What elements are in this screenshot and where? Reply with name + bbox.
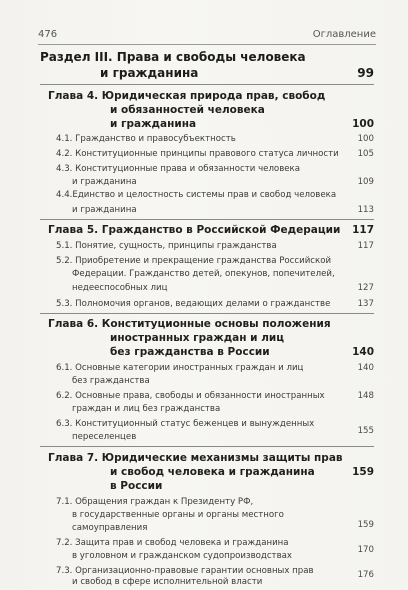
item-6-2-line-2: граждан и лиц без гражданства [72, 404, 221, 414]
chapter-6-title-line-2: иностранных граждан и лиц [110, 332, 285, 344]
chapter-4-title-line-3: и гражданина [110, 118, 197, 130]
item-6-3-page: 155 [357, 426, 374, 436]
section-page: 99 [357, 66, 374, 80]
item-4-3-page: 109 [357, 177, 374, 187]
chapter-5-title: Глава 5. Гражданство в Российской Федерации [48, 224, 341, 236]
item-6-3-line-1: 6.3. Конституционный статус беженцев и вынужденных [56, 419, 315, 429]
item-6-1-line-1: 6.1. Основные категории иностранных граждан и лиц [56, 363, 304, 373]
item-5-2-line-1: 5.2. Приобретение и прекращение гражданства Российской [56, 256, 332, 266]
chapter-7-title-line-3: в России [110, 480, 163, 492]
chapter-4-title-line-2: и обязанностей человека [110, 104, 265, 116]
chapter-4-title-line-1: Глава 4. Юридическая природа прав, свобод [48, 90, 326, 102]
item-4-3-line-1: 4.3. Конституционные права и обязанности человека [56, 164, 300, 174]
item-7-1-line-2: в государственные органы и органы местного [72, 510, 284, 520]
section-rule [40, 84, 374, 85]
item-5-2-page: 127 [357, 283, 374, 293]
page-number: 476 [38, 29, 58, 40]
header-title: Оглавление [312, 29, 376, 40]
chapter-6-title-line-1: Глава 6. Конституционные основы положения [48, 318, 331, 330]
item-7-2-line-1: 7.2. Защита прав и свобод человека и гражданина [56, 538, 289, 548]
item-4-4-line-2: и гражданина [72, 205, 137, 215]
item-7-1-page: 159 [357, 520, 374, 530]
chapter-6-title-line-3: без гражданства в России [110, 346, 270, 358]
chapter-6-page: 140 [352, 346, 374, 358]
item-7-3-page: 176 [357, 570, 374, 580]
chapter-7-page: 159 [352, 466, 374, 478]
item-4-2: 4.2. Конституционные принципы правового статуса личности [56, 149, 339, 159]
item-7-2-line-2: в уголовном и гражданском судопроизводствах [72, 551, 292, 561]
item-5-3: 5.3. Полномочия органов, ведающих делами о гражданстве [56, 299, 331, 309]
item-6-3-line-2: переселенцев [72, 432, 137, 442]
item-4-4-page: 113 [357, 205, 374, 215]
item-7-2-page: 170 [357, 545, 374, 555]
section-title-line-2: и гражданина [100, 66, 199, 80]
item-4-2-page: 105 [357, 149, 374, 159]
chapter-4-rule [40, 219, 374, 220]
item-6-2-page: 148 [357, 391, 374, 401]
item-4-1-page: 100 [357, 134, 374, 144]
item-5-2-line-3: недееспособных лиц [72, 283, 168, 293]
item-6-2-line-1: 6.2. Основные права, свободы и обязанности иностранных [56, 391, 325, 401]
section-title-line-1: Раздел III. Права и свободы человека [40, 50, 306, 64]
item-6-1-line-2: без гражданства [72, 376, 150, 386]
item-7-1-line-3: самоуправления [72, 523, 148, 533]
chapter-7-title-line-2: и свобод человека и гражданина [110, 466, 315, 478]
item-5-1-page: 117 [357, 241, 374, 251]
item-5-1: 5.1. Понятие, сущность, принципы гражданства [56, 241, 277, 251]
item-7-3-line-2: и свобод в сфере исполнительной власти [72, 577, 263, 587]
chapter-6-rule [40, 446, 374, 447]
item-7-3-line-1: 7.3. Организационно-правовые гарантии основных прав [56, 566, 314, 576]
chapter-5-rule [40, 313, 374, 314]
chapter-7-title-line-1: Глава 7. Юридические механизмы защиты прав [48, 452, 343, 464]
running-header [38, 30, 376, 45]
item-7-1-line-1: 7.1. Обращения граждан к Президенту РФ, [56, 497, 254, 507]
item-5-3-page: 137 [357, 299, 374, 309]
item-6-1-page: 140 [357, 363, 374, 373]
item-4-4-line-1: 4.4.Единство и целостность системы прав и свобод человека [56, 190, 337, 200]
chapter-4-page: 100 [352, 118, 374, 130]
chapter-5-page: 117 [352, 224, 374, 236]
item-4-1: 4.1. Гражданство и правосубъектность [56, 134, 236, 144]
item-5-2-line-2: Федерации. Гражданство детей, опекунов, попечителей, [72, 269, 335, 279]
item-4-3-line-2: и гражданина [72, 177, 137, 187]
